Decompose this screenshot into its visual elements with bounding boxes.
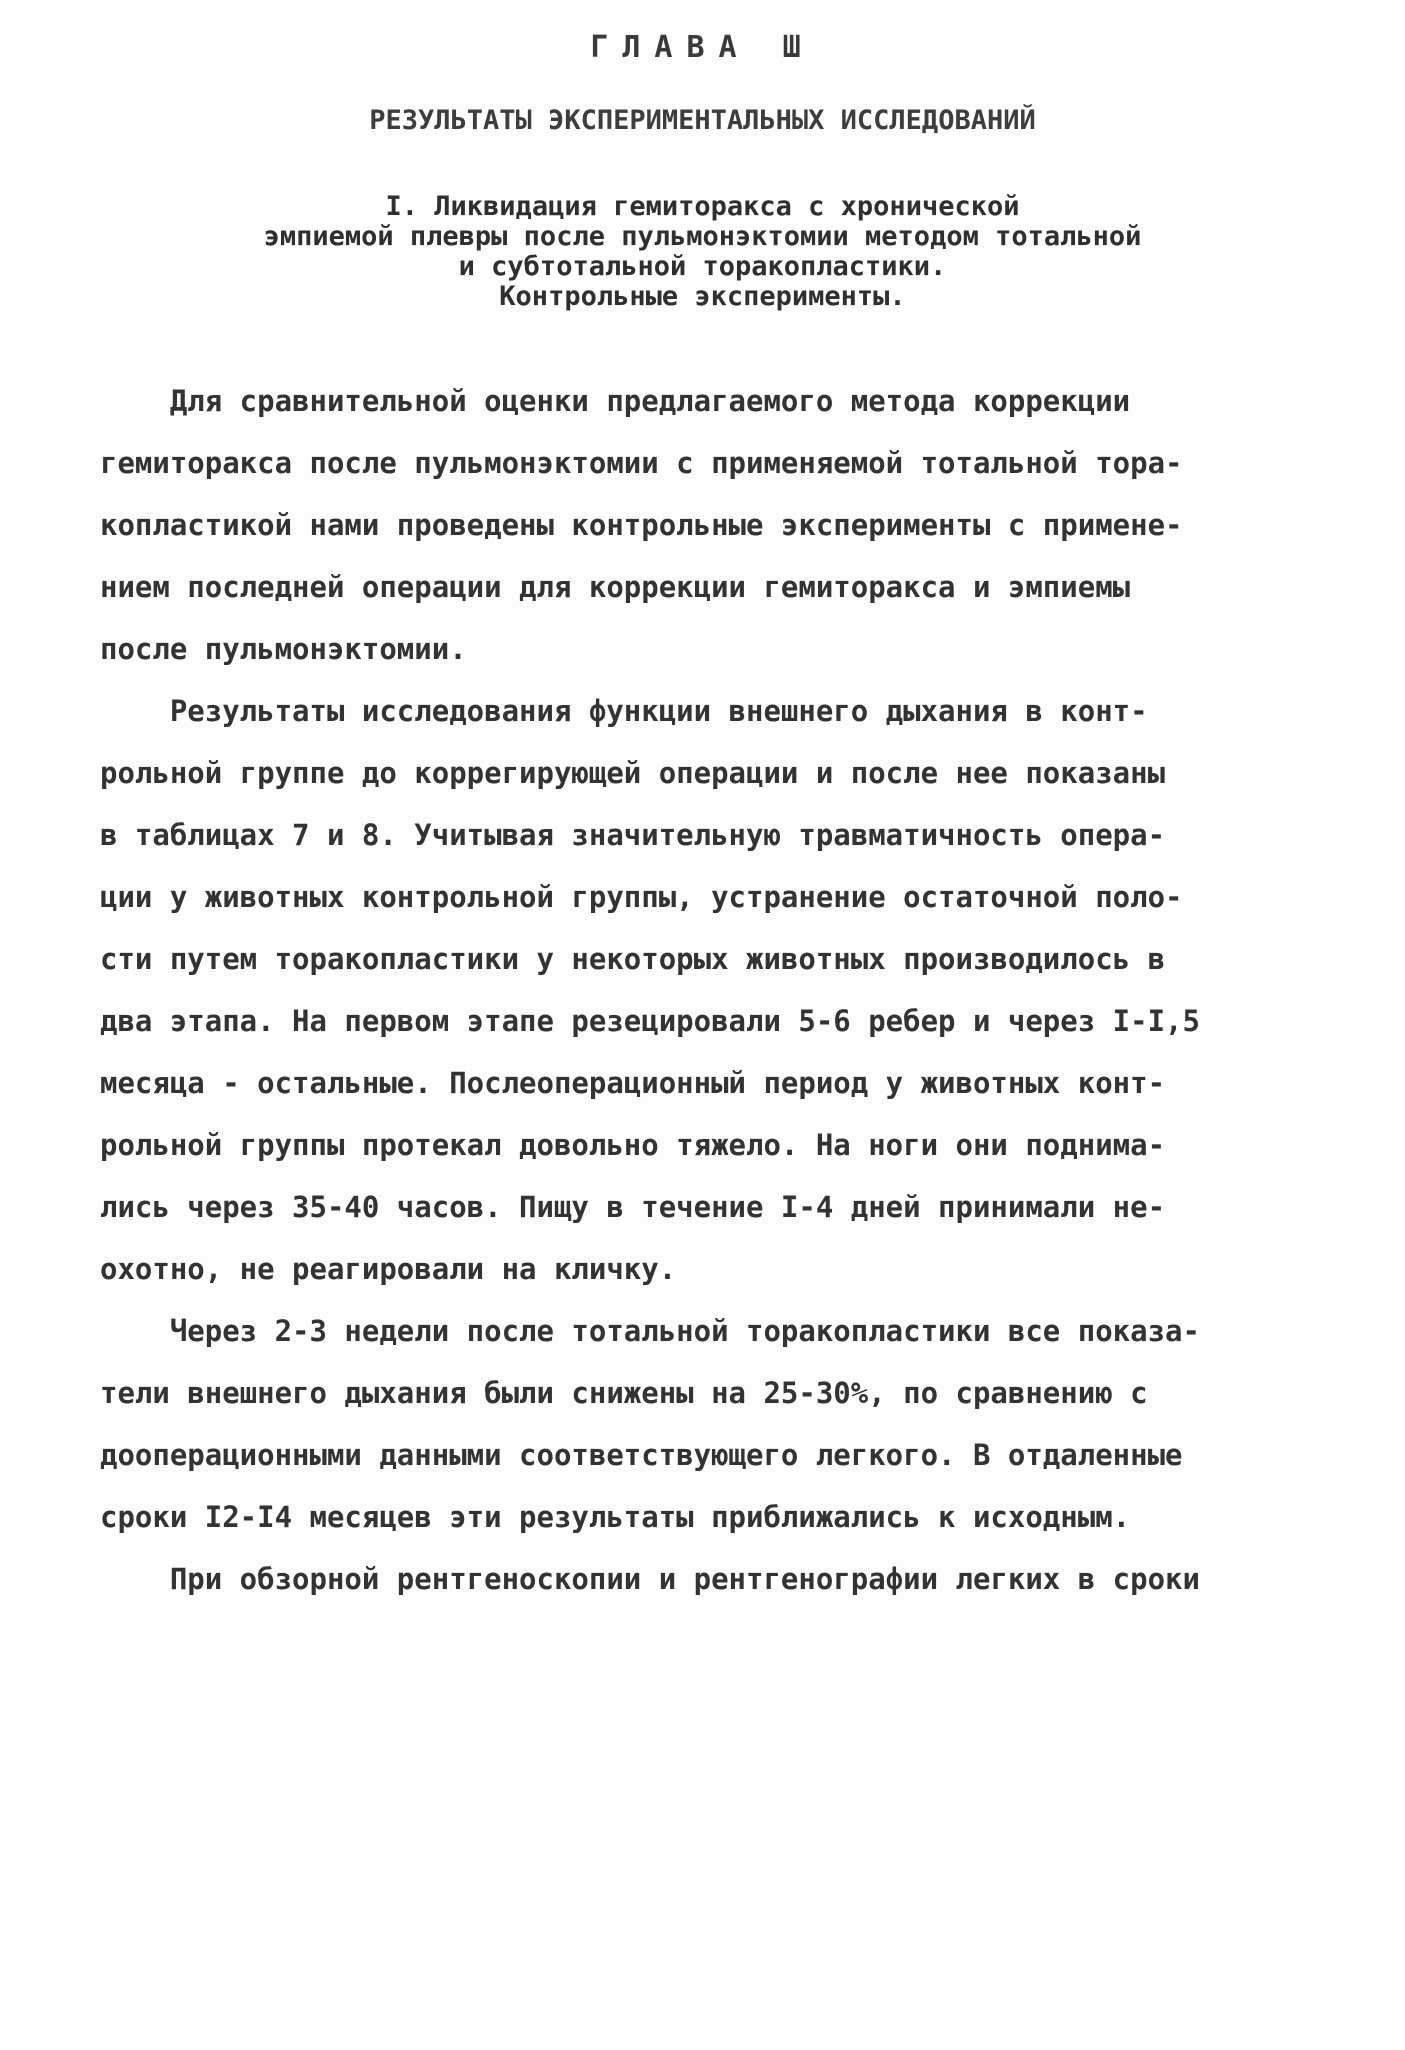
body-line: два этапа. На первом этапе резецировали 5-6 ребер и через I-I,5	[100, 1004, 1200, 1038]
body-line: в таблицах 7 и 8. Учитывая значительную травматичность опера-	[100, 818, 1166, 852]
body-line: охотно, не реагировали на кличку.	[100, 1252, 677, 1286]
body-line: лись через 35-40 часов. Пищу в течение I-4 дней принимали не-	[100, 1190, 1166, 1224]
section-heading-line: I. Ликвидация гемиторакса с хронической	[385, 191, 1020, 222]
body-line: после пульмонэктомии.	[100, 632, 467, 666]
body-line: тели внешнего дыхания были снижены на 25-30%, по сравнению с	[100, 1376, 1148, 1410]
section-heading-line: и субтотальной торакопластики.	[458, 251, 947, 282]
body-line: При обзорной рентгеноскопии и рентгенографии легких в сроки	[100, 1562, 1200, 1596]
body-line: месяца - остальные. Послеоперационный период у животных конт-	[100, 1066, 1166, 1100]
body-line: Для сравнительной оценки предлагаемого метода коррекции	[100, 384, 1131, 418]
section-heading	[100, 192, 1305, 312]
body-line: нием последней операции для коррекции гемиторакса и эмпиемы	[100, 570, 1131, 604]
body-line: Результаты исследования функции внешнего дыхания в конт-	[100, 694, 1148, 728]
body-line: гемиторакса после пульмонэктомии с применяемой тотальной тора-	[100, 446, 1183, 480]
part-title: РЕЗУЛЬТАТЫ ЭКСПЕРИМЕНТАЛЬНЫХ ИССЛЕДОВАНИЙ	[369, 105, 1036, 136]
body-line: Через 2-3 недели после тотальной торакопластики все показа-	[100, 1314, 1200, 1348]
body-line: дооперационными данными соответствующего легкого. В отдаленные	[100, 1438, 1183, 1472]
chapter-title: ГЛАВА Ш	[590, 30, 815, 65]
section-heading-line: Контрольные эксперименты.	[499, 281, 906, 312]
body-line: ции у животных контрольной группы, устранение остаточной поло-	[100, 880, 1183, 914]
section-heading-line: эмпиемой плевры после пульмонэктомии методом тотальной	[263, 221, 1142, 252]
body-line: рольной группы протекал довольно тяжело. На ноги они поднима-	[100, 1128, 1166, 1162]
body-line: копластикой нами проведены контрольные эксперименты с примене-	[100, 508, 1183, 542]
body-line: сти путем торакопластики у некоторых животных производилось в	[100, 942, 1166, 976]
body-text	[100, 370, 1340, 1610]
body-line: сроки I2-I4 месяцев эти результаты приближались к исходным.	[100, 1500, 1131, 1534]
body-line: рольной группе до коррегирующей операции и после нее показаны	[100, 756, 1166, 790]
